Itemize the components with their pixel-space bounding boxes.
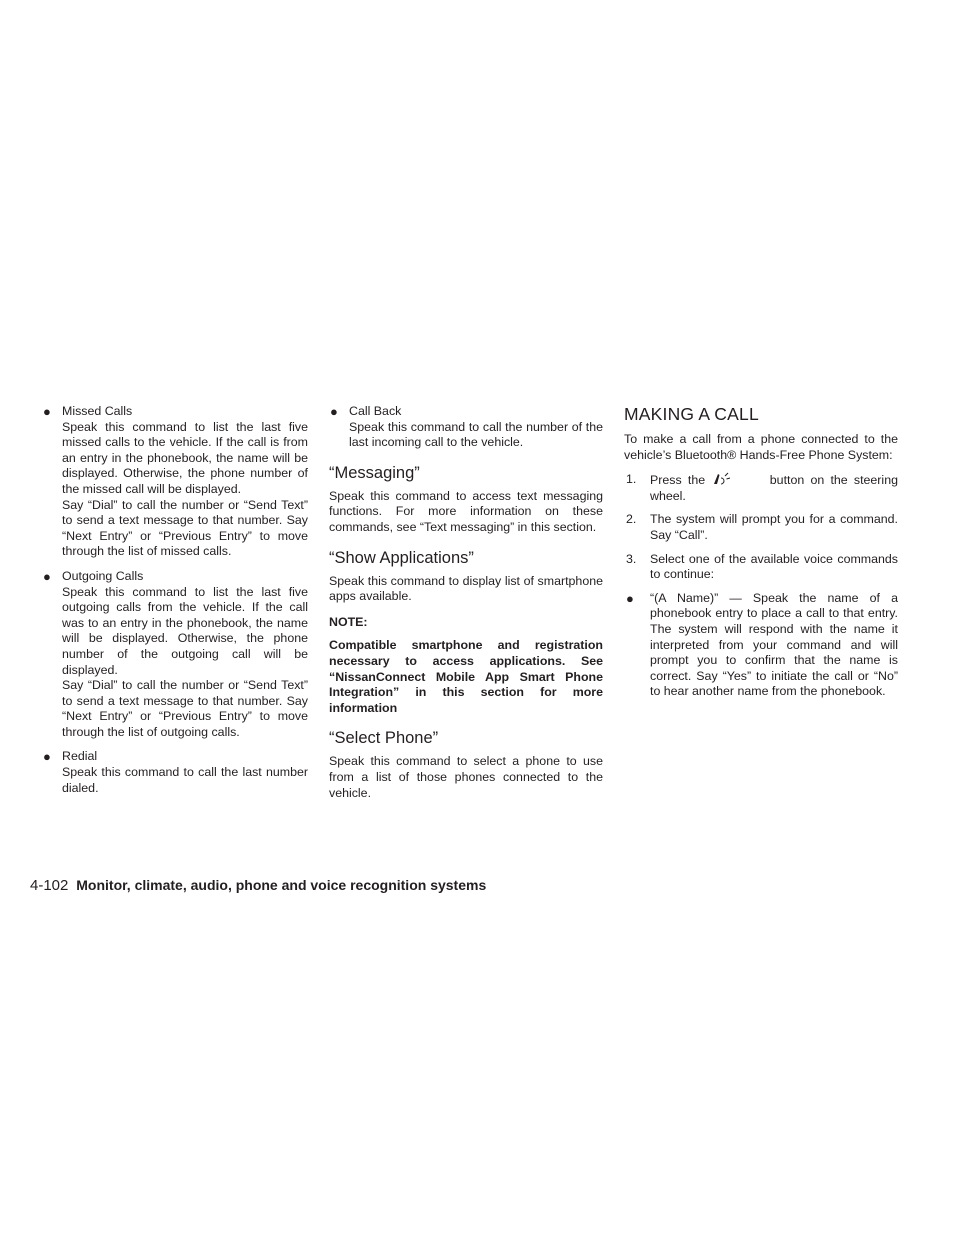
item-title: Call Back bbox=[349, 404, 402, 418]
bullet-icon: ● bbox=[43, 749, 51, 765]
phone-voice-icon bbox=[712, 472, 732, 486]
item-title: Outgoing Calls bbox=[62, 568, 144, 583]
list-item-missed-calls bbox=[42, 404, 308, 560]
step-1 bbox=[624, 472, 898, 504]
step-text: The system will prompt you for a command. Say “Call”. bbox=[650, 512, 898, 542]
column-1 bbox=[42, 404, 308, 805]
item-body: Speak this command to call the last number dialed. bbox=[62, 765, 308, 795]
heading-show-applications: “Show Applications” bbox=[329, 548, 474, 567]
bullet-icon: ● bbox=[43, 568, 51, 584]
item-body: Speak this command to call the number of the last incoming call to the vehicle. bbox=[349, 419, 603, 450]
list-item-redial bbox=[42, 749, 308, 796]
paragraph-messaging: Speak this command to access text messaging functions. For more information on these commands, see “Text messaging” in this section. bbox=[329, 488, 603, 534]
bullet-icon: ● bbox=[330, 404, 338, 419]
section-heading-making-a-call: MAKING A CALL bbox=[624, 404, 759, 424]
heading-messaging: “Messaging” bbox=[329, 463, 420, 482]
paragraph-show-applications: Speak this command to display list of smartphone apps available. bbox=[329, 573, 603, 604]
item-body: Speak this command to list the last five outgoing calls from the vehicle. If the call was to an entry in the phonebook, the name will be displayed. Otherwise, the phone number of the outgoing call will be displayed. bbox=[62, 584, 308, 677]
note-label: NOTE: bbox=[329, 614, 368, 629]
item-body: “(A Name)” — Speak the name of a phonebook entry to place a call to that entry. The system will respond with the name it interpreted from your command and will prompt you to confirm that the name is correct. Say “Yes” to initiate the call or “No” to hear another name from the phonebook. bbox=[650, 590, 898, 699]
list-item-call-back bbox=[329, 404, 603, 451]
step-number: 3. bbox=[626, 551, 637, 566]
list-item-a-name bbox=[624, 591, 898, 700]
item-title: Missed Calls bbox=[62, 404, 133, 418]
bullet-icon: ● bbox=[43, 404, 51, 419]
note-body: Compatible smartphone and registration necessary to access applications. See “NissanConnect Mobile App Smart Phone Integration” in this section for more information bbox=[329, 638, 603, 715]
column-2 bbox=[329, 404, 603, 810]
paragraph-select-phone: Speak this command to select a phone to use from a list of those phones connected to the vehicle. bbox=[329, 754, 603, 800]
page-number: 4-102 bbox=[30, 877, 69, 894]
heading-select-phone: “Select Phone” bbox=[329, 729, 439, 748]
step-2 bbox=[624, 512, 898, 543]
step-3 bbox=[624, 552, 898, 583]
column-3 bbox=[624, 404, 898, 708]
list-item-outgoing-calls bbox=[42, 569, 308, 741]
item-body-2: Say “Dial” to call the number or “Send Text” to send a text message to that number. Say “Next Entry” or “Previous Entry” to move through the list of outgoing calls. bbox=[62, 678, 308, 739]
step-text: Select one of the available voice commands to continue: bbox=[650, 551, 898, 582]
item-body: Speak this command to list the last five missed calls to the vehicle. If the call is from an entry in the phonebook, the name will be displayed. Otherwise, the phone number of the missed call will be displayed. bbox=[62, 419, 308, 496]
item-body-2: Say “Dial” to call the number or “Send Text” to send a text message to that number. Say “Next Entry” or “Previous Entry” to move through the list of missed calls. bbox=[62, 497, 308, 559]
footer-title: Monitor, climate, audio, phone and voice recognition systems bbox=[76, 877, 487, 893]
paragraph-intro: To make a call from a phone connected to the vehicle’s Bluetooth® Hands-Free Phone System: bbox=[624, 432, 898, 462]
step-text-post: button on the steering wheel. bbox=[650, 473, 898, 503]
step-number: 2. bbox=[626, 512, 637, 527]
item-title: Redial bbox=[62, 749, 98, 764]
bullet-icon: ● bbox=[626, 590, 634, 606]
step-text-pre: Press the bbox=[650, 473, 706, 488]
step-number: 1. bbox=[626, 472, 637, 487]
page-footer bbox=[30, 876, 486, 895]
